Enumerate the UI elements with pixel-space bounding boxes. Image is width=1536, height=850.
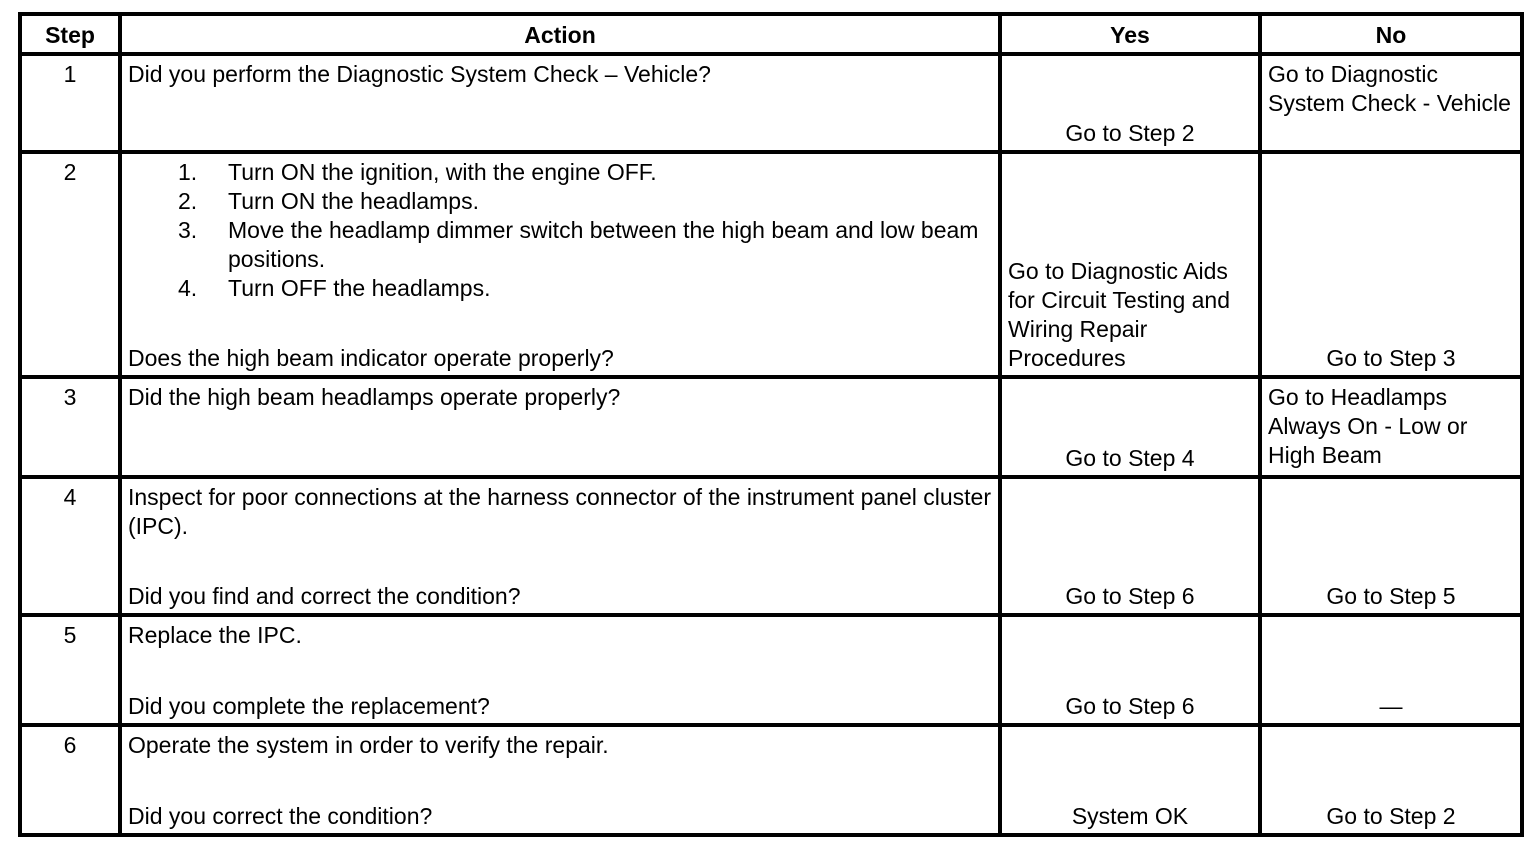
action-text: Inspect for poor connections at the harness connector of the instrument panel cluster (IPC). [128,484,991,539]
table-row [20,477,1522,615]
step-number: 6 [20,725,120,835]
table-row [20,377,1522,477]
no-cell [1260,54,1522,152]
action-cell [120,615,1000,725]
substep-text: Turn ON the headlamps. [228,188,479,214]
yes-cell [1000,615,1260,725]
yes-cell [1000,54,1260,152]
substep-text: Turn OFF the headlamps. [228,275,491,301]
substep-number: 3. [178,217,198,243]
table-row [20,615,1522,725]
substep-item [178,216,992,274]
no-cell [1260,615,1522,725]
diagnostic-table [18,12,1524,837]
yes-result: Go to Step 2 [1065,120,1195,146]
yes-result: System OK [1071,803,1189,829]
no-result: Go to Headlamps Always On - Low or High Beam [1268,384,1468,468]
step-number: 2 [20,152,120,377]
step-number: 4 [20,477,120,615]
yes-cell [1000,725,1260,835]
yes-result: Go to Step 6 [1065,583,1195,609]
header-no: No [1260,14,1522,54]
action-text: Did you perform the Diagnostic System Check – Vehicle? [128,61,711,87]
table-row [20,725,1522,835]
substep-list [128,158,992,303]
header-row [20,14,1522,54]
step-number: 1 [20,54,120,152]
no-cell [1260,477,1522,615]
step-number: 5 [20,615,120,725]
action-text: Replace the IPC. [128,622,302,648]
substep-number: 2. [178,188,198,214]
yes-cell [1000,152,1260,377]
no-result: Go to Diagnostic System Check - Vehicle [1268,61,1511,116]
action-cell [120,152,1000,377]
table-row [20,152,1522,377]
no-result: Go to Step 2 [1326,803,1456,829]
substep-text: Move the headlamp dimmer switch between the high beam and low beam positions. [228,217,979,272]
no-cell [1260,377,1522,477]
action-text: Operate the system in order to verify the repair. [128,732,609,758]
header-action: Action [120,14,1000,54]
header-step: Step [20,14,120,54]
no-result: Go to Step 3 [1326,345,1456,371]
yes-result: Go to Step 4 [1065,445,1195,471]
yes-cell [1000,477,1260,615]
substep-item [178,187,992,216]
header-yes: Yes [1000,14,1260,54]
substep-item [178,274,992,303]
action-cell [120,725,1000,835]
action-cell [120,477,1000,615]
yes-cell [1000,377,1260,477]
yes-result: Go to Step 6 [1065,693,1195,719]
no-result: — [1379,693,1403,719]
no-cell [1260,152,1522,377]
substep-text: Turn ON the ignition, with the engine OFF. [228,159,657,185]
action-cell [120,377,1000,477]
no-result: Go to Step 5 [1326,583,1456,609]
action-question: Did you complete the replacement? [128,693,490,719]
step-number: 3 [20,377,120,477]
action-text: Did the high beam headlamps operate properly? [128,384,621,410]
substep-item [178,158,992,187]
substep-number: 4. [178,275,198,301]
action-question: Did you correct the condition? [128,803,433,829]
action-question: Does the high beam indicator operate properly? [128,345,614,371]
action-question: Did you find and correct the condition? [128,583,521,609]
yes-result: Go to Diagnostic Aids for Circuit Testing and Wiring Repair Procedures [1008,258,1231,371]
substep-number: 1. [178,159,198,185]
no-cell [1260,725,1522,835]
action-cell [120,54,1000,152]
table-row [20,54,1522,152]
